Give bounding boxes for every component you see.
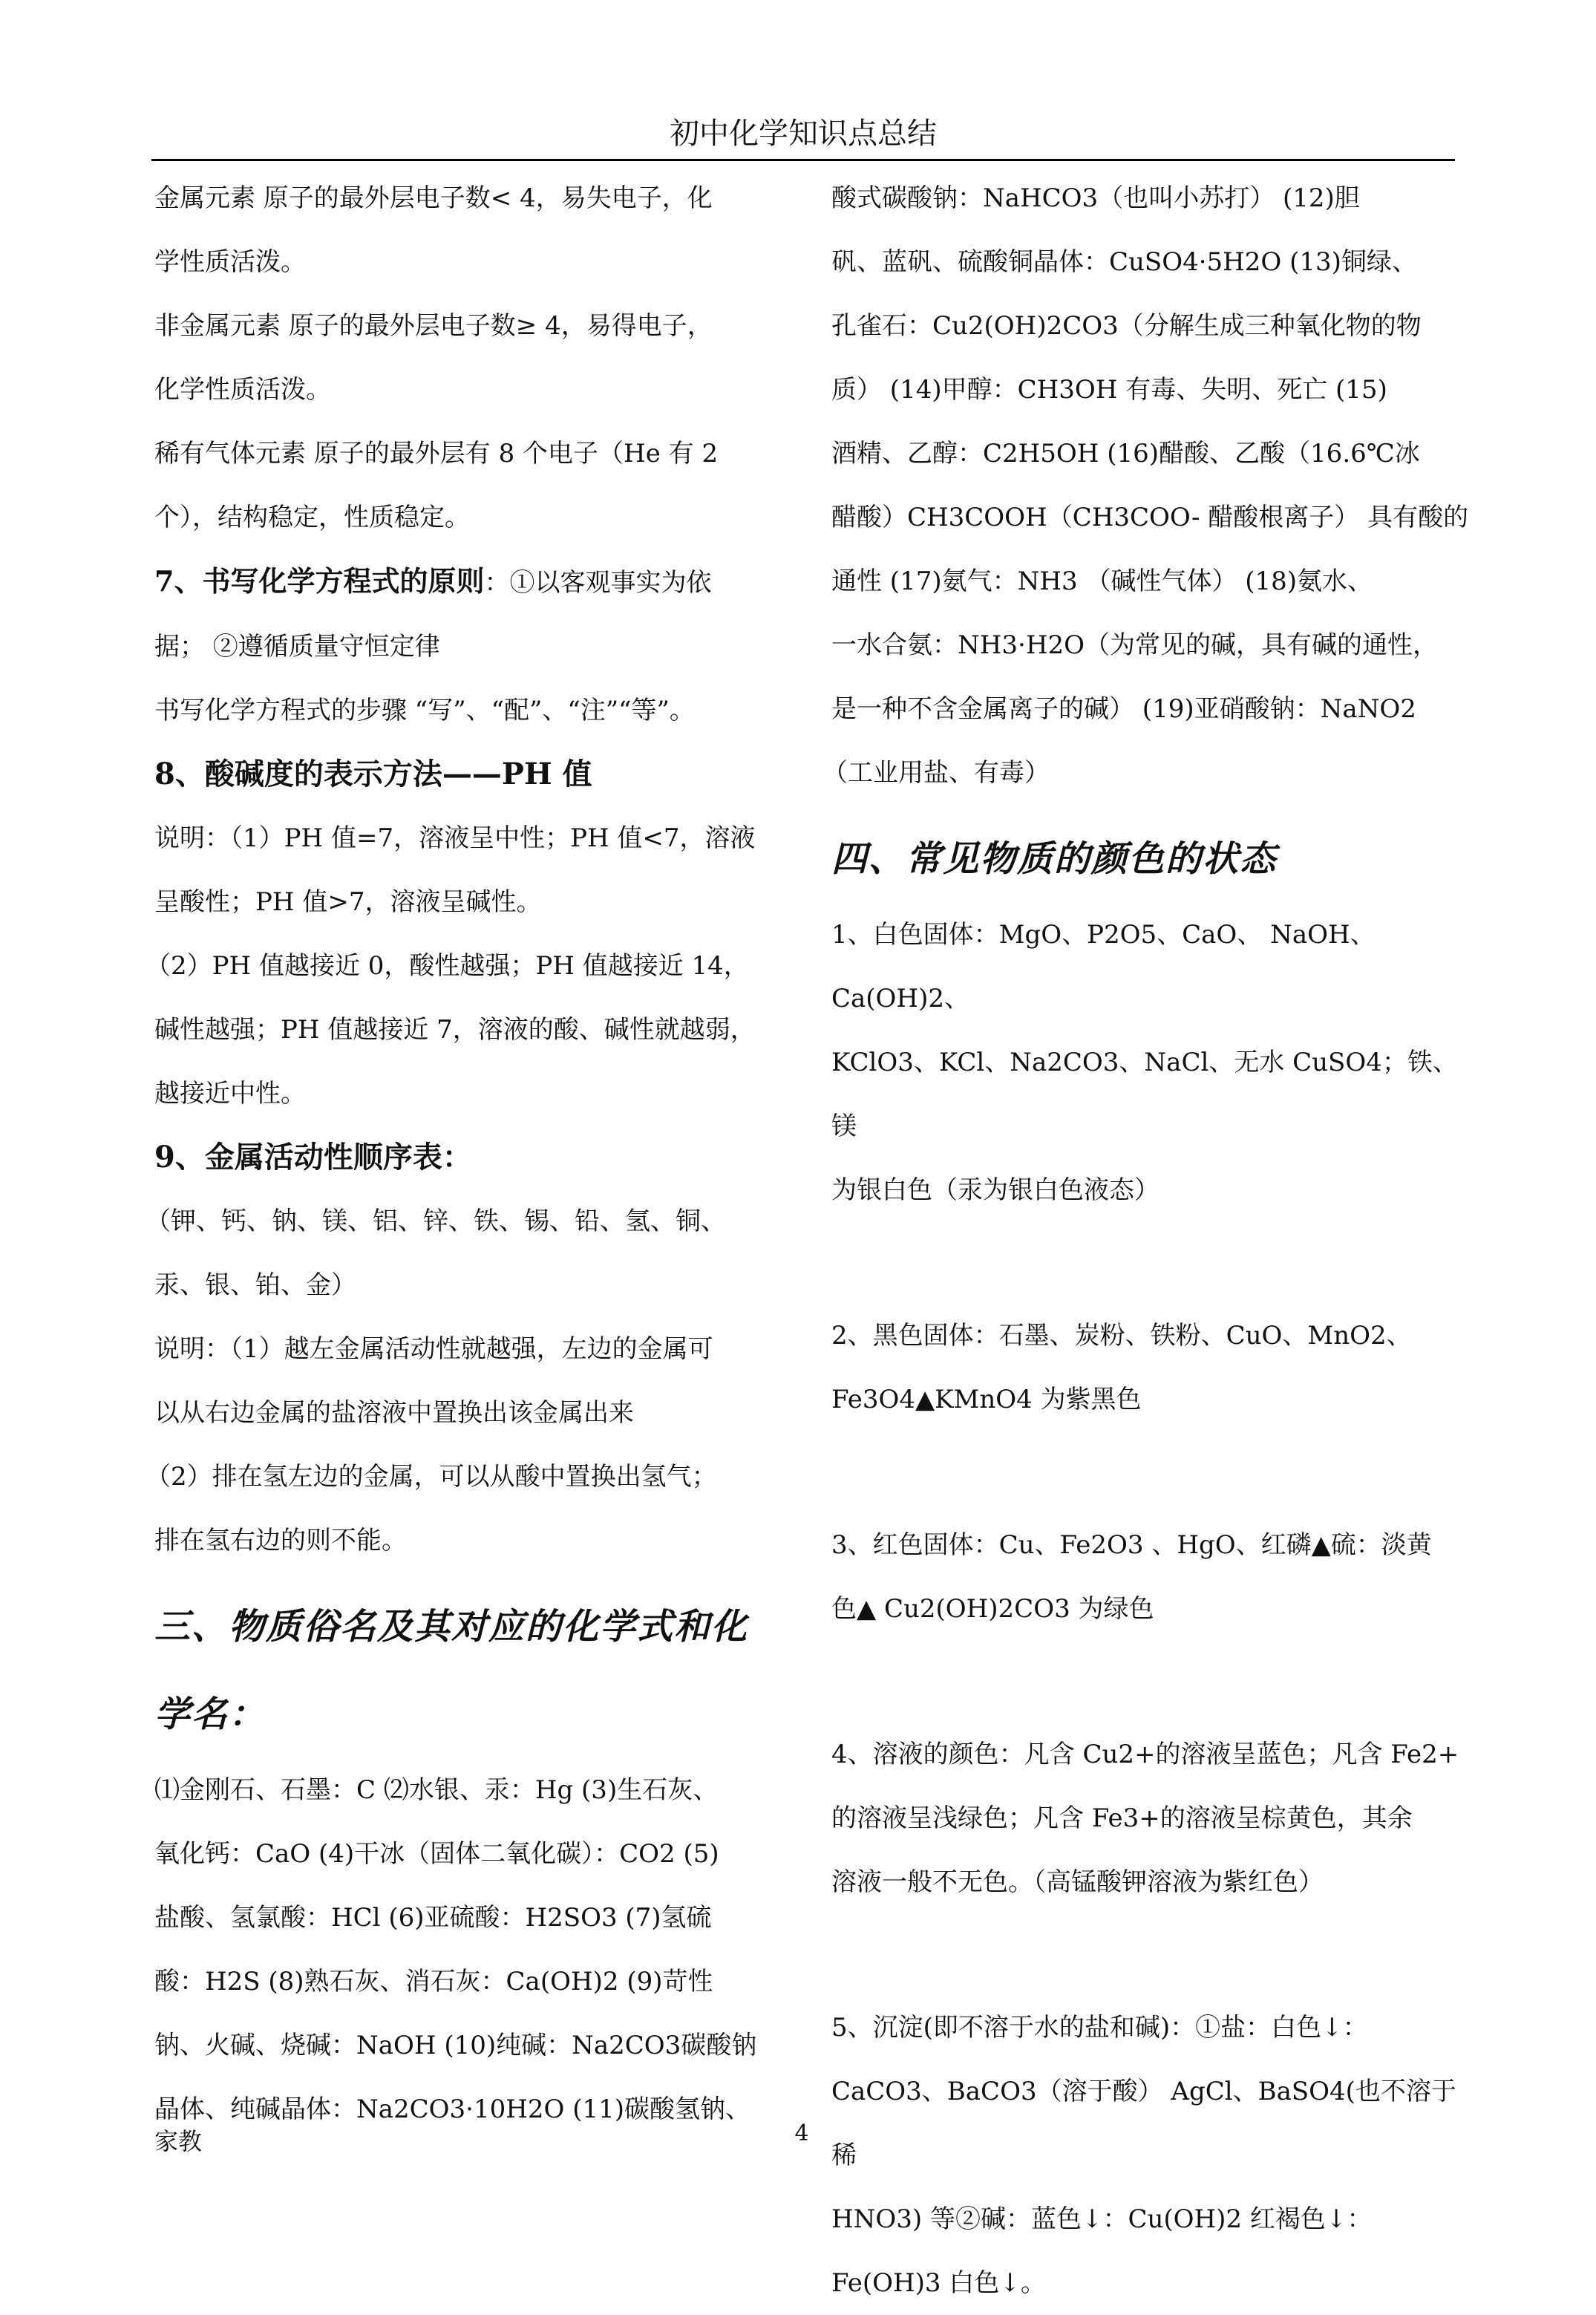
metal-line-1: 金属元素 原子的最外层电子数< 4，易失电子，化 — [154, 183, 713, 213]
section-3-line-6: 晶体、纯碱晶体：Na2CO3·10H2O (11)碳酸氢钠、 — [154, 2094, 750, 2124]
section-9-line-4: 以从右边金属的盐溶液中置换出该金属出来 — [154, 1398, 634, 1428]
color-3-line-1: 3、红色固体：Cu、Fe2O3 、HgO、红磷▲硫：淡黄 — [831, 1530, 1432, 1560]
nonmetal-line-2: 化学性质活泼。 — [154, 375, 331, 405]
color-3-line-2: 色▲ Cu2(OH)2CO3 为绿色 — [831, 1594, 1154, 1624]
section-3-line-4: 酸：H2S (8)熟石灰、消石灰：Ca(OH)2 (9)苛性 — [154, 1967, 713, 1996]
section-4-heading: 四、常见物质的颜色的状态 — [831, 838, 1278, 880]
section-7-line-2: 据； ②遵循质量守恒定律 — [154, 632, 440, 662]
section-3-line-1: ⑴金刚石、石墨：C ⑵水银、汞：Hg (3)生石灰、 — [154, 1775, 719, 1805]
color-5-line-3: HNO3) 等②碱：蓝色↓：Cu(OH)2 红褐色↓： — [831, 2204, 1373, 2234]
section-8-line-4: 碱性越强；PH 值越接近 7，溶液的酸、碱性就越弱， — [154, 1015, 756, 1045]
aliases-line-10: （工业用盐、有毒） — [822, 758, 1050, 788]
aliases-line-9: 是一种不含金属离子的碱） (19)亚硝酸钠：NaNO2 — [831, 694, 1416, 724]
section-9-line-5: （2）排在氢左边的金属，可以从酸中置换出氢气； — [145, 1462, 717, 1492]
section-9-line-1: （钾、钙、钠、镁、铝、锌、铁、锡、铅、氢、铜、 — [145, 1207, 726, 1236]
section-9-line-3: 说明：（1）越左金属活动性就越强，左边的金属可 — [154, 1334, 713, 1364]
color-5-line-4: Fe(OH)3 白色↓。 — [831, 2268, 1046, 2298]
color-1-line-3: 为银白色（汞为银白色液态） — [831, 1175, 1160, 1205]
section-3-line-2: 氧化钙：CaO (4)干冰（固体二氧化碳）：CO2 (5) — [154, 1839, 719, 1869]
section-7-line-1 — [154, 549, 808, 615]
page-number: 4 — [794, 2120, 809, 2146]
section-9-heading: 9、金属活动性顺序表： — [154, 1140, 472, 1175]
section-3-line-5: 钠、火碱、烧碱：NaOH (10)纯碱：Na2CO3碳酸钠 — [154, 2031, 757, 2060]
aliases-line-4: 质） (14)甲醇：CH3OH 有毒、失明、死亡 (15) — [831, 375, 1387, 405]
footer-label: 家教 — [154, 2127, 203, 2155]
color-5-line-1: 5、沉淀(即不溶于水的盐和碱)：①盐：白色↓： — [831, 2013, 1368, 2043]
left-column — [145, 166, 808, 2141]
spacer — [831, 805, 1470, 815]
aliases-line-8: 一水合氨：NH3·H2O（为常见的碱，具有碱的通性， — [831, 630, 1438, 660]
section-7-steps: 书写化学方程式的步骤 “写”、“配”、“注”“等”。 — [154, 696, 695, 725]
aliases-line-5: 酒精、乙醇：C2H5OH (16)醋酸、乙酸（16.6℃冰 — [831, 439, 1420, 468]
section-3-heading-line-2: 学名： — [154, 1694, 266, 1735]
section-3-heading-line-1: 三、物质俗名及其对应的化学式和化 — [154, 1606, 749, 1648]
right-column — [822, 166, 1470, 2315]
section-8-line-2: 呈酸性；PH 值>7，溶液呈碱性。 — [154, 887, 542, 917]
section-8-heading: 8、酸碱度的表示方法——PH 值 — [154, 757, 592, 791]
section-9-line-2: 汞、银、铂、金） — [154, 1270, 356, 1300]
color-4-line-1: 4、溶液的颜色：凡含 Cu2+的溶液呈蓝色；凡含 Fe2+ — [831, 1740, 1459, 1769]
spacer — [154, 1573, 808, 1583]
section-9-line-6: 排在氢右边的则不能。 — [154, 1526, 407, 1555]
header-divider — [151, 159, 1455, 161]
metal-line-2: 学性质活泼。 — [154, 247, 306, 277]
aliases-line-3: 孔雀石：Cu2(OH)2CO3（分解生成三种氧化物的物 — [831, 311, 1422, 341]
section-8-line-1: 说明：（1）PH 值=7，溶液呈中性；PH 值<7，溶液 — [154, 823, 756, 853]
aliases-line-1: 酸式碳酸钠：NaHCO3（也叫小苏打） (12)胆 — [831, 183, 1360, 213]
section-7-line-1-rest: ：①以客观事实为依 — [484, 568, 712, 598]
spacer — [831, 1431, 1470, 1513]
color-4-line-2: 的溶液呈浅绿色；凡含 Fe3+的溶液呈棕黄色，其余 — [831, 1803, 1413, 1833]
color-1-line-2: KClO3、KCl、Na2CO3、NaCl、无水 CuSO4；铁、镁 — [831, 1048, 1458, 1141]
color-2-line-2: Fe3O4▲KMnO4 为紫黑色 — [831, 1385, 1142, 1414]
section-7-heading: 7、书写化学方程式的原则 — [154, 564, 485, 598]
section-8-line-5: 越接近中性。 — [154, 1079, 306, 1108]
noble-gas-line-1: 稀有气体元素 原子的最外层有 8 个电子（He 有 2 — [154, 439, 719, 468]
page-header-title: 初中化学知识点总结 — [670, 117, 937, 151]
color-1-line-1: 1、白色固体：MgO、P2O5、CaO、 NaOH、Ca(OH)2、 — [831, 920, 1376, 1013]
noble-gas-line-2: 个），结构稳定，性质稳定。 — [154, 503, 470, 532]
spacer — [831, 1222, 1470, 1304]
color-2-line-1: 2、黑色固体：石墨、炭粉、铁粉、CuO、MnO2、 — [831, 1321, 1412, 1351]
color-5-line-2: CaCO3、BaCO3（溶于酸） AgCl、BaSO4(也不溶于稀 — [831, 2077, 1456, 2170]
aliases-line-6: 醋酸）CH3COOH（CH3COO- 醋酸根离子） 具有酸的 — [831, 503, 1469, 532]
aliases-line-7: 通性 (17)氨气：NH3 （碱性气体） (18)氨水、 — [831, 566, 1373, 596]
spacer — [831, 1641, 1470, 1723]
section-3-line-3: 盐酸、氢氯酸：HCl (6)亚硫酸：H2SO3 (7)氢硫 — [154, 1903, 712, 1933]
aliases-line-2: 矾、蓝矾、硫酸铜晶体：CuSO4·5H2O (13)铜绿、 — [831, 247, 1417, 277]
color-4-line-3: 溶液一般不无色。（高锰酸钾溶液为紫红色） — [831, 1867, 1324, 1897]
nonmetal-line-1: 非金属元素 原子的最外层电子数≥ 4，易得电子， — [154, 311, 713, 341]
section-8-line-3: （2）PH 值越接近 0，酸性越强；PH 值越接近 14， — [145, 951, 749, 981]
spacer — [831, 1914, 1470, 1996]
